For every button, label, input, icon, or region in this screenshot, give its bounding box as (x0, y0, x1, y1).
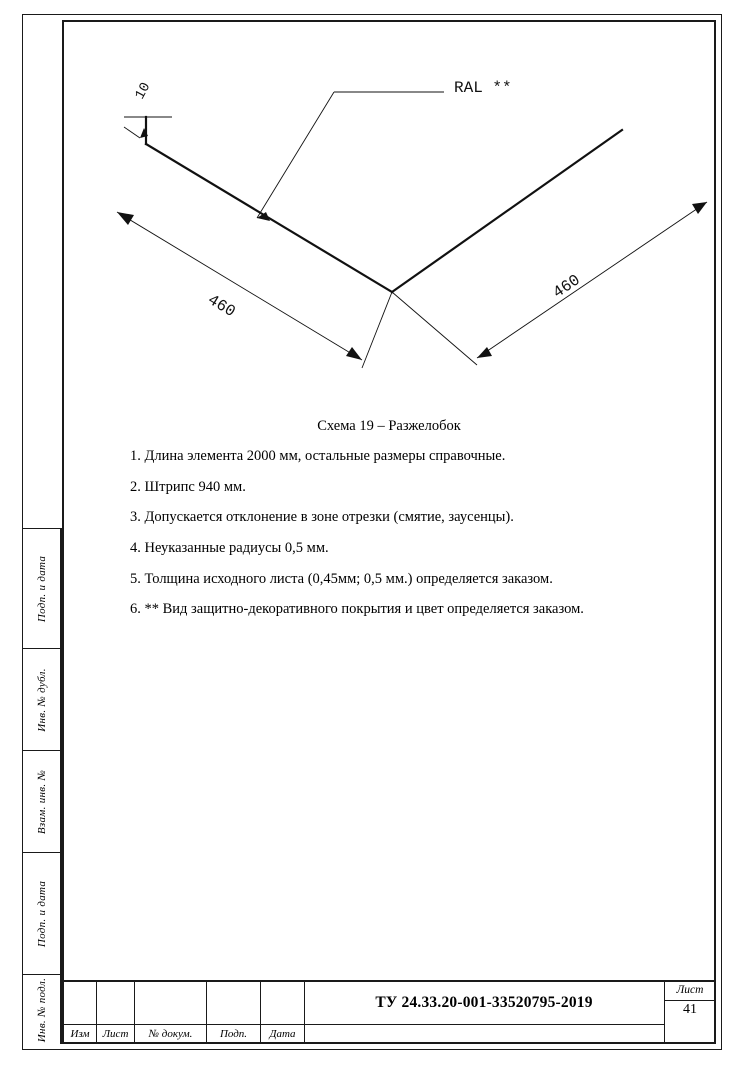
document-number: ТУ 24.33.20-001-33520795-2019 (375, 994, 593, 1011)
tb-col-list: Лист (102, 1028, 129, 1040)
note-item: 1. Длина элемента 2000 мм, остальные размеры справочные. (130, 448, 506, 464)
title-block (62, 980, 716, 1044)
notes-list (130, 448, 716, 632)
left-cell-inv-podl (22, 974, 62, 1044)
dim-right-460: 460 (549, 271, 584, 303)
dim-left-460: 460 (204, 290, 239, 322)
tb-col-podp: Подп. (219, 1028, 248, 1040)
left-cell-vzam-inv (22, 750, 62, 852)
left-cell-label: Инв. № подл. (36, 977, 48, 1042)
left-cell-podp-i-data-1 (22, 528, 62, 648)
note-item: 4. Неуказанные радиусы 0,5 мм. (130, 540, 329, 557)
left-cell-label: Инв. № дубл. (36, 667, 48, 732)
ral-label: RAL ** (454, 79, 512, 97)
left-cell-label: Подп. и дата (36, 880, 48, 947)
tb-col-izm: Изм (70, 1028, 90, 1040)
note-item: 5. Толщина исходного листа (0,45мм; 0,5 мм.) определяется заказом. (130, 570, 553, 587)
left-stamp-column (22, 528, 62, 1044)
sheet-label: Лист (676, 984, 704, 996)
tb-divider-sheet (664, 1000, 714, 1001)
tb-col-nomer-dokum: № докум. (148, 1028, 193, 1040)
left-cell-inv-dubl (22, 648, 62, 750)
tb-col-data: Дата (269, 1028, 296, 1040)
left-cell-label: Подп. и дата (36, 555, 48, 622)
note-item: 3. Допускается отклонение в зоне отрезки (смятие, заусенцы). (130, 509, 514, 526)
left-cell-label: Взам. инв. № (36, 769, 48, 834)
dim-flange-10: 10 (132, 79, 155, 103)
note-item: 2. Штрипс 940 мм. (130, 478, 246, 495)
tb-divider-horizontal (64, 1024, 664, 1025)
note-item: 6. ** Вид защитно-декоративного покрытия и цвет определяется заказом. (130, 601, 584, 618)
left-cell-podp-i-data-2 (22, 852, 62, 974)
sheet-number: 41 (683, 1002, 697, 1017)
figure-caption: Схема 19 – Разжелобок (317, 418, 461, 434)
